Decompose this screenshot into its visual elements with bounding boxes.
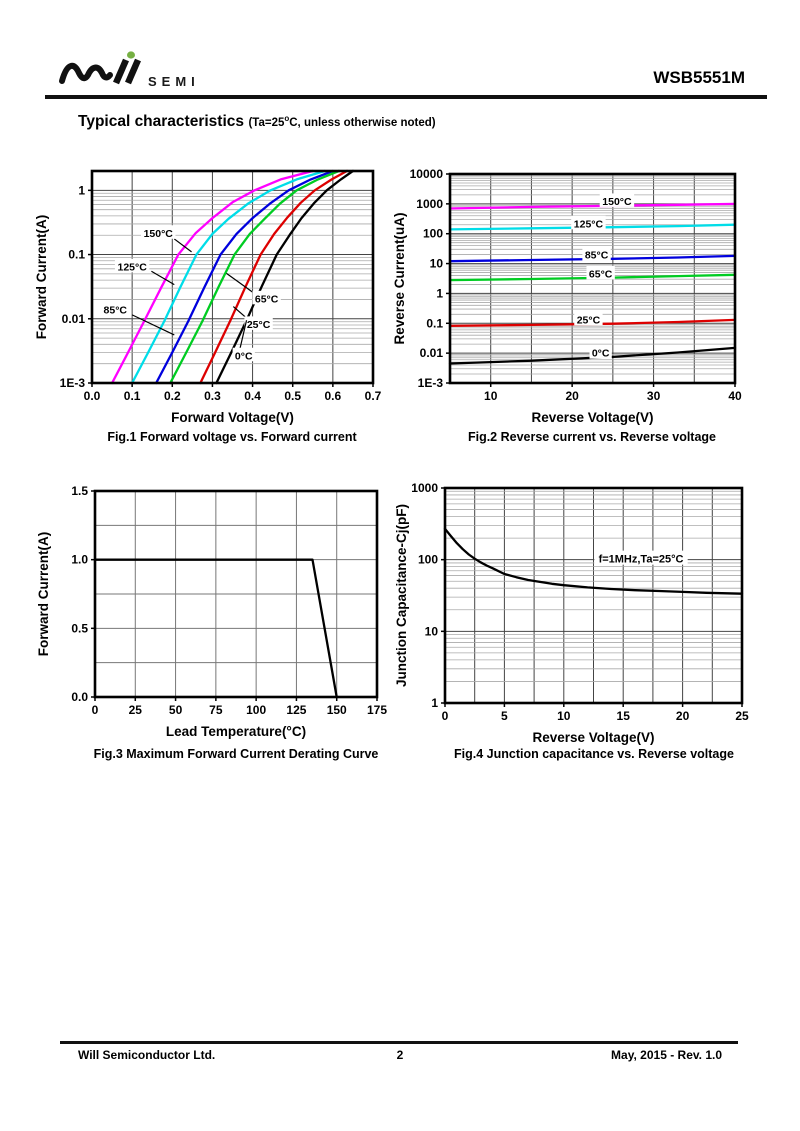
x-tick-label: 0.3: [204, 389, 221, 403]
chart-label: 65°C: [588, 268, 613, 281]
y-tick-label: 1: [436, 286, 443, 301]
y-tick-label: 1000: [416, 196, 443, 211]
x-tick-label: 125: [286, 703, 307, 717]
fig4-caption: Fig.4 Junction capacitance vs. Reverse voltage: [454, 747, 734, 761]
x-tick-label: 20: [565, 389, 579, 403]
x-axis-title: Forward Voltage(V): [171, 410, 294, 425]
x-axis-title: Reverse Voltage(V): [532, 730, 655, 745]
title-main: Typical characteristics: [78, 113, 244, 130]
x-tick-label: 150: [326, 703, 347, 717]
y-axis-title: Forward Current(A): [36, 531, 51, 657]
footer-page-number: 2: [396, 1048, 404, 1062]
fig3-caption: Fig.3 Maximum Forward Current Derating Curve: [93, 747, 379, 761]
chart-label: 25°C: [246, 318, 271, 331]
x-tick-label: 0.2: [163, 389, 181, 403]
x-tick-label: 0.7: [364, 389, 382, 403]
x-tick-label: 0: [441, 709, 449, 723]
x-tick-label: 5: [501, 709, 508, 723]
header-rule: [45, 95, 767, 99]
x-tick-label: 100: [246, 703, 267, 717]
page-title: [78, 113, 436, 131]
chart-label: 150°C: [143, 227, 173, 240]
fig1-caption: Fig.1 Forward voltage vs. Forward current: [107, 430, 357, 444]
fig3-plot: [30, 473, 390, 773]
logo-green-dot: [127, 51, 135, 58]
y-tick-label: 1: [431, 696, 438, 710]
y-tick-label: 1E-3: [59, 376, 85, 390]
fig4-capacitance-chart: [390, 473, 758, 773]
y-tick-label: 0.1: [68, 247, 85, 262]
x-tick-label: 0.0: [83, 389, 101, 403]
x-tick-label: 0.5: [284, 389, 302, 403]
y-tick-label: 1000: [411, 481, 438, 495]
fig4-plot: [390, 473, 758, 773]
y-tick-label: 10: [429, 256, 443, 271]
y-tick-label: 100: [422, 226, 443, 241]
x-tick-label: 0.6: [324, 389, 342, 403]
part-number: WSB5551M: [653, 68, 745, 87]
x-axis-title: Lead Temperature(°C): [165, 724, 307, 739]
chart-label: 0°C: [234, 350, 253, 363]
x-tick-label: 25: [735, 709, 749, 723]
y-tick-label: 1.0: [71, 552, 88, 567]
chart-label: f=1MHz,Ta=25°C: [598, 553, 684, 566]
x-tick-label: 20: [675, 709, 690, 723]
chart-label: 25°C: [576, 314, 601, 327]
y-tick-label: 0.0: [71, 690, 88, 704]
y-axis-title: Reverse Current(uA): [392, 212, 407, 345]
x-tick-label: 40: [728, 389, 742, 403]
y-tick-label: 0.5: [71, 621, 88, 636]
y-tick-label: 100: [417, 552, 438, 567]
y-axis-title: Forward Current(A): [34, 214, 49, 340]
will-logo-icon: [58, 50, 148, 90]
curve-150C: [450, 204, 735, 209]
x-tick-label: 75: [209, 703, 223, 717]
chart-label: 65°C: [254, 293, 279, 306]
y-tick-label: 0.01: [419, 346, 443, 361]
y-tick-label: 0.1: [426, 316, 443, 331]
footer-revision: May, 2015 - Rev. 1.0: [611, 1048, 722, 1062]
chart-label: 0°C: [591, 347, 610, 360]
x-axis-title: Reverse Voltage(V): [531, 410, 654, 425]
y-tick-label: 10: [424, 624, 438, 639]
chart-label: 150°C: [602, 195, 632, 208]
fig1-plot: [30, 158, 390, 458]
x-tick-label: 0.1: [123, 389, 141, 403]
x-tick-label: 30: [646, 389, 661, 403]
chart-label: 125°C: [117, 261, 147, 274]
x-tick-label: 0.4: [244, 389, 261, 403]
brand-text: SEMI: [148, 74, 200, 89]
fig3-derating-chart: [30, 473, 390, 773]
x-tick-label: 10: [557, 709, 571, 723]
title-note: ($Ta=25^oC$, unless otherwise noted): [248, 114, 436, 129]
fig2-reverse-current-chart: [390, 158, 758, 458]
chart-label: 85°C: [103, 304, 128, 317]
x-tick-label: 10: [484, 389, 498, 403]
y-tick-label: 1.5: [71, 484, 88, 498]
y-tick-label: 1E-3: [417, 376, 443, 390]
y-tick-label: 1: [78, 183, 85, 198]
footer-company: Will Semiconductor Ltd.: [78, 1048, 216, 1062]
x-tick-label: 0: [91, 703, 99, 717]
x-tick-label: 15: [616, 709, 630, 723]
chart-label: 85°C: [584, 249, 609, 262]
y-tick-label: 0.01: [61, 311, 85, 326]
fig2-caption: Fig.2 Reverse current vs. Reverse voltage: [467, 430, 717, 444]
y-axis-title: Junction Capacitance-Cj(pF): [394, 503, 409, 688]
x-tick-label: 175: [366, 703, 388, 717]
x-tick-label: 25: [128, 703, 142, 717]
y-tick-label: 10000: [409, 167, 443, 181]
footer-rule: [60, 1041, 738, 1044]
chart-label: 125°C: [573, 218, 604, 231]
x-tick-label: 50: [168, 703, 183, 717]
fig2-plot: [390, 158, 758, 458]
fig1-forward-voltage-chart: [30, 158, 390, 458]
